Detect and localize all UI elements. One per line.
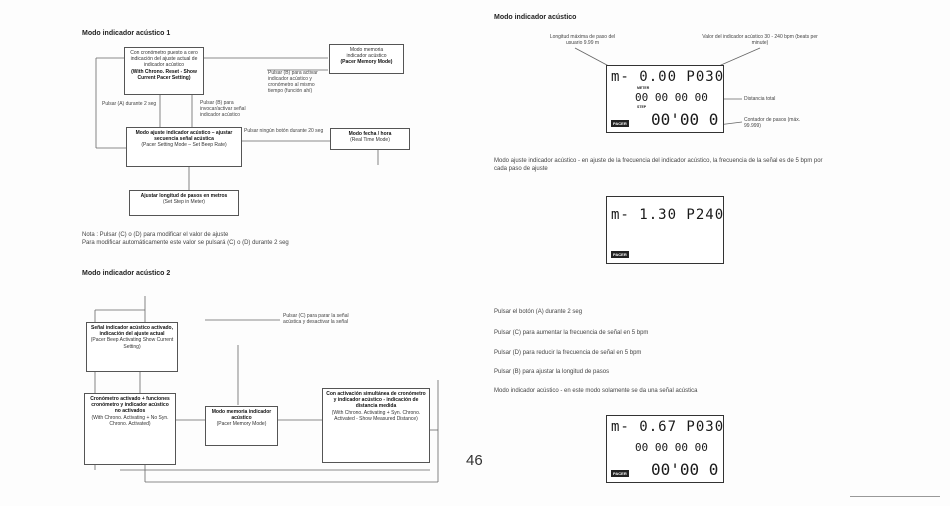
right-title: Modo indicador acústico [494, 14, 577, 21]
lcd1-row2: 00 00 00 00 [635, 91, 708, 104]
note-press-a: Pulsar (A) durante 2 seg [102, 101, 157, 107]
note-press-b: Pulsar (B) para invocar/activar señal indicador acústico [200, 100, 246, 118]
step-meter-box [129, 190, 239, 216]
pacer-tag-2: PACER [613, 252, 627, 257]
syn-chrono-en: (With Chrono. Activating + Syn. Chrono. Activated - Show Measured Distance) [331, 409, 421, 422]
nota-line2: Para modificar automáticamente este valor se pulsará (C) o (D) durante 2 seg [82, 240, 289, 246]
step-meter-es: Ajustar longitud de pasos en metros [140, 193, 228, 199]
para-adjust: Modo ajuste indicador acústico - en ajuste de la frecuencia del indicador acústico, la frecuencia de la señal es de 5 bpm por cada paso de ajuste [494, 158, 823, 172]
mode1-title: Modo indicador acústico 1 [82, 30, 171, 37]
lcd-display-1 [606, 65, 724, 133]
page-number: 46 [466, 452, 483, 469]
label-max-step: Longitud máxima de paso del usuario 9.99 m [549, 34, 616, 46]
note-activate: Pulsar (B) para activar indicador acústico y cronómetro al mismo tiempo (función ahí) [268, 70, 318, 94]
syn-chrono-box [322, 388, 430, 463]
mode2-title: Modo indicador acústico 2 [82, 270, 171, 277]
pacer-setting-es: Modo ajuste indicador acústico – ajustar secuencia señal acústica [135, 130, 233, 143]
pacer-tag-1: PACER [613, 121, 627, 126]
instr-2: Pulsar (C) para aumentar la frecuencia de señal en 5 bpm [494, 330, 649, 336]
chrono-reset-box [124, 47, 204, 95]
syn-chrono-es: Con activación simultánea de cronómetro y indicador acústico - indicación de distancia medida [326, 391, 426, 410]
real-time-en: (Real Time Mode) [350, 137, 390, 144]
chrono-activating-box [84, 393, 176, 465]
beep-activating-en: (Pacer Beep Activating Show Current Setting) [90, 337, 174, 350]
chrono-activating-en: (With Chrono. Activating + No Syn. Chrono. Activated) [91, 414, 169, 427]
note-stop-signal: Pulsar (C) para parar la señal acústica y desactivar la señal [283, 313, 349, 325]
instr-1: Pulsar el botón (A) durante 2 seg [494, 309, 583, 315]
lcd-display-3 [606, 415, 724, 483]
lcd2-row1: m- 1.30 P240 [611, 207, 725, 223]
note-hold: Pulsar ningún botón durante 20 seg [244, 128, 324, 134]
nota-line1: Nota : Pulsar (C) o (D) para modificar el valor de ajuste [82, 232, 229, 238]
real-time-box [330, 128, 410, 150]
chrono-reset-line2: indicación del ajuste actual de [130, 56, 198, 63]
pacer-memory-box-2 [205, 406, 278, 446]
chrono-activating-es: Cronómetro activado + funciones cronómetro y indicador acústico no activados [90, 396, 170, 415]
label-pacer-value: Valor del indicador acústico 30 - 240 bpm (beats per minute) [702, 34, 818, 46]
beep-activating-box [86, 322, 178, 372]
pacer-setting-box [126, 127, 242, 167]
pacer-memory-line1: Modo memoria [349, 47, 384, 53]
lcd3-row3: 00'00 0 [651, 460, 719, 479]
instr-5: Modo indicador acústico - en este modo solamente se da una señal acústica [494, 388, 698, 394]
lcd-display-2 [606, 196, 724, 264]
lcd1-row3: 00'00 0 [651, 110, 719, 129]
beep-activating-es: Señal indicador acústico activado, indicación del ajuste actual [91, 325, 173, 338]
pacer-memory-box [329, 44, 404, 74]
pacer-memory2-es: Modo memoria indicador acústico [211, 409, 272, 422]
pacer-tag-3: PACER [613, 471, 627, 476]
pacer-memory2-en: (Pacer Memory Mode) [216, 421, 267, 428]
lcd-meter-label: METER [637, 86, 650, 90]
pacer-memory-en: (Pacer Memory Mode) [340, 59, 393, 66]
pacer-memory-line2: indicador acústico [346, 53, 387, 60]
chrono-reset-line1: Con cronómetro puesto a cero [130, 50, 198, 56]
step-meter-en: (Set Step in Meter) [163, 199, 205, 206]
lcd3-row1: m- 0.67 P030 [611, 419, 725, 435]
real-time-es: Modo fecha / hora [348, 131, 392, 137]
pacer-setting-en: (Pacer Setting Mode – Set Beep Rate) [141, 142, 227, 149]
lcd1-row1: m- 0.00 P030 [611, 69, 725, 85]
chrono-reset-en: (With Chrono. Reset - Show Current Pacer Setting) [131, 68, 197, 81]
instr-3: Pulsar (D) para reducir la frecuencia de señal en 5 bpm [494, 350, 642, 356]
bottom-rule [850, 496, 940, 497]
instr-4: Pulsar (B) para ajustar la longitud de pasos [494, 369, 610, 375]
label-step-counter: Contador de pasos (máx. 99.999) [744, 117, 801, 129]
lcd3-row2: 00 00 00 00 [635, 441, 708, 454]
chrono-reset-line3: indicador acústico [143, 62, 185, 69]
lcd-step-label: STEP [637, 105, 647, 109]
label-total-distance: Distancia total [744, 96, 776, 102]
